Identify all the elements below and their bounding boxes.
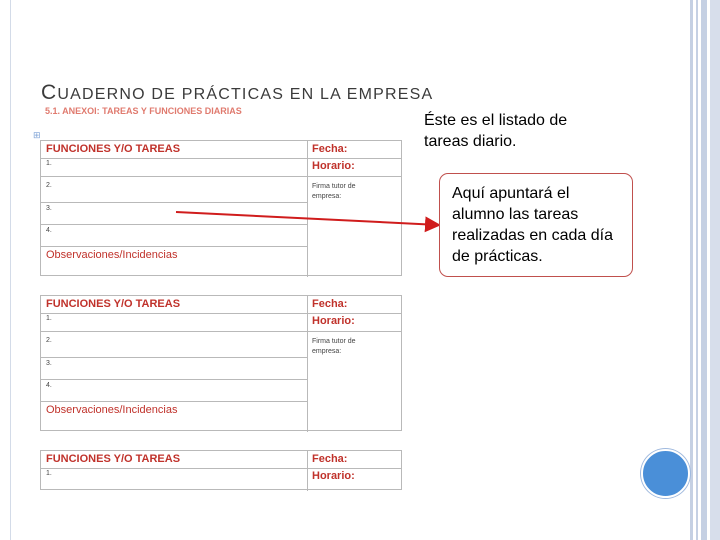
task-form (40, 295, 402, 431)
observaciones-label: Observaciones/Incidencias (46, 404, 178, 416)
form-header-horario: Horario: (312, 315, 355, 327)
form-header-tasks: FUNCIONES Y/O TAREAS (46, 143, 181, 155)
section-subtitle: 5.1. ANEXOI: TAREAS Y FUNCIONES DIARIAS (45, 106, 242, 116)
decor-stripe (701, 0, 707, 540)
plus-icon: ⊞ (33, 130, 41, 140)
decor-stripe (690, 0, 693, 540)
task-row-number: 2. (46, 337, 52, 344)
form-header-fecha: Fecha: (312, 298, 348, 310)
form-header-horario: Horario: (312, 470, 355, 482)
task-form (40, 450, 402, 490)
form-header-horario: Horario: (312, 160, 355, 172)
form-header-tasks: FUNCIONES Y/O TAREAS (46, 298, 181, 310)
task-row-number: 3. (46, 360, 52, 367)
title-initial: C (41, 81, 58, 104)
firma-label: Firma tutor de empresa: (312, 183, 356, 200)
form-header-tasks: FUNCIONES Y/O TAREAS (46, 453, 181, 465)
note-text: Éste es el listado de tareas diario. (424, 112, 568, 150)
task-row-number: 1. (46, 315, 52, 322)
task-row-number: 4. (46, 382, 52, 389)
slide-title (41, 81, 433, 105)
task-row-number: 1. (46, 160, 52, 167)
task-row-number: 4. (46, 227, 52, 234)
callout-box: Aquí apuntará el alumno las tareas realizadas en cada día de prácticas. (439, 173, 633, 277)
task-row-number: 3. (46, 205, 52, 212)
observaciones-label: Observaciones/Incidencias (46, 249, 178, 261)
task-form (40, 140, 402, 276)
decor-stripe (710, 0, 720, 540)
decor-stripe (696, 0, 698, 540)
firma-label: Firma tutor de empresa: (312, 338, 356, 355)
form-header-fecha: Fecha: (312, 143, 348, 155)
task-row-number: 2. (46, 182, 52, 189)
form-header-fecha: Fecha: (312, 453, 348, 465)
task-row-number: 1. (46, 470, 52, 477)
left-rule (10, 0, 11, 540)
decor-circle (641, 449, 690, 498)
title-rest: UADERNO DE PRÁCTICAS EN LA EMPRESA (57, 86, 434, 103)
